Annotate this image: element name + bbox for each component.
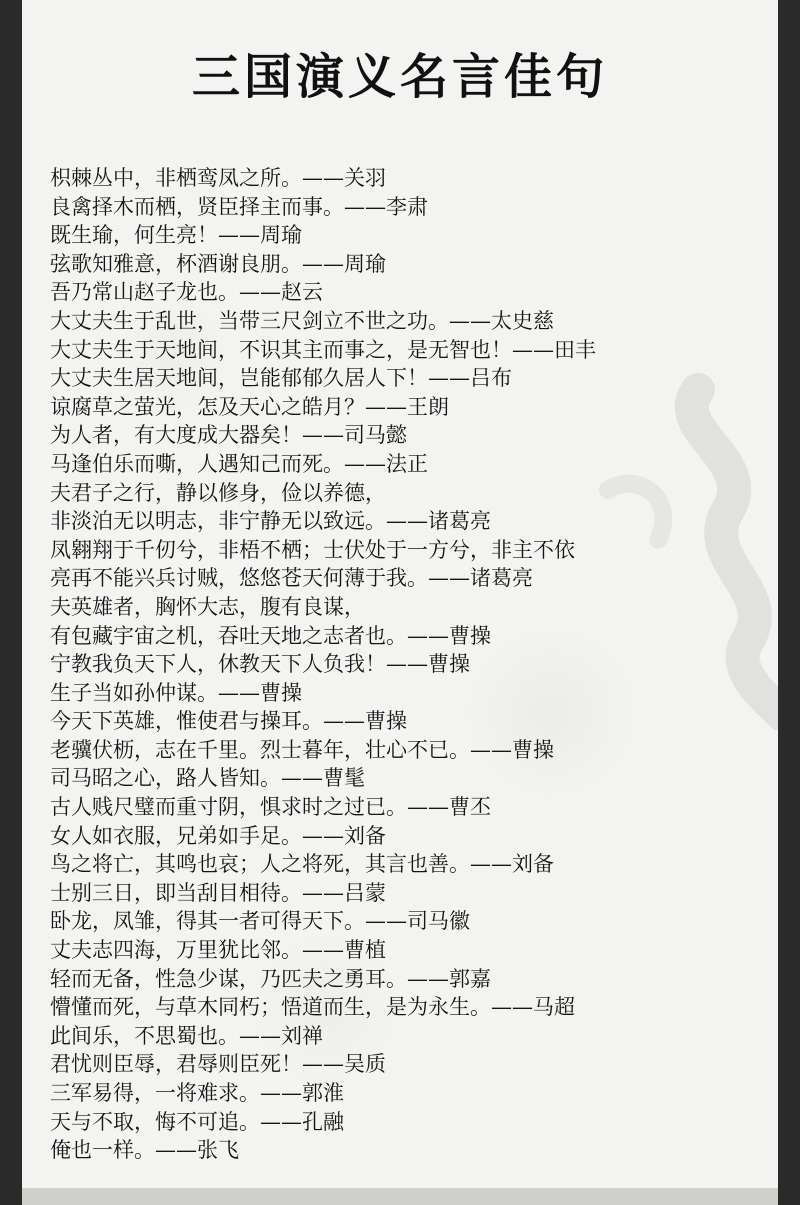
quote-line: 良禽择木而栖，贤臣择主而事。——李肃 [50,194,428,219]
quote-line: 老骥伏枥，志在千里。烈士暮年，壮心不已。——曹操 [50,737,554,762]
quote-line: 古人贱尺璧而重寸阴，惧求时之过已。——曹丕 [50,795,491,820]
document-page [22,0,778,1188]
quote-line: 此间乐，不思蜀也。——刘禅 [50,1023,323,1048]
bottom-edge [22,1188,778,1205]
quote-line: 马逢伯乐而嘶，人遇知己而死。——法正 [50,451,428,476]
quote-line: 既生瑜，何生亮！——周瑜 [50,223,302,248]
quote-line: 弦歌知雅意，杯酒谢良朋。——周瑜 [50,251,386,276]
quote-line: 天与不取，悔不可追。——孔融 [50,1109,344,1134]
page-title: 三国演义名言佳句 [191,49,608,105]
quote-line: 鸟之将亡，其鸣也哀；人之将死，其言也善。——刘备 [50,852,554,877]
quote-line: 君忧则臣辱，君辱则臣死！——吴质 [50,1052,386,1077]
quote-line: 夫英雄者，胸怀大志，腹有良谋， [50,594,365,619]
quote-line: 亮再不能兴兵讨贼，悠悠苍天何薄于我。——诸葛亮 [50,566,533,591]
quote-line: 谅腐草之萤光，怎及天心之皓月？——王朗 [50,394,449,419]
quote-line: 士别三日，即当刮目相待。——吕蒙 [50,880,386,905]
quote-line: 今天下英雄，惟使君与操耳。——曹操 [50,709,407,734]
quote-line: 大丈夫生于乱世，当带三尺剑立不世之功。——太史慈 [50,308,554,333]
quote-list [50,164,770,1165]
quote-line: 非淡泊无以明志，非宁静无以致远。——诸葛亮 [50,509,491,534]
quote-line: 懵懂而死，与草木同朽；悟道而生，是为永生。——马超 [50,995,575,1020]
quote-line: 大丈夫生于天地间，不识其主而事之，是无智也！——田丰 [50,337,596,362]
quote-line: 吾乃常山赵子龙也。——赵云 [50,280,323,305]
quote-line: 大丈夫生居天地间，岂能郁郁久居人下！——吕布 [50,366,512,391]
quote-line: 凤翱翔于千仞兮，非梧不栖；士伏处于一方兮，非主不依 [50,537,575,562]
quote-line: 轻而无备，性急少谋，乃匹夫之勇耳。——郭嘉 [50,966,491,991]
quote-line: 丈夫志四海，万里犹比邻。——曹植 [50,938,386,963]
quote-line: 卧龙，凤雏，得其一者可得天下。——司马徽 [50,909,470,934]
quote-line: 夫君子之行，静以修身，俭以养德， [50,480,386,505]
quote-line: 生子当如孙仲谋。——曹操 [50,680,302,705]
quote-line: 有包藏宇宙之机，吞吐天地之志者也。——曹操 [50,623,491,648]
quote-line: 为人者，有大度成大器矣！——司马懿 [50,423,407,448]
quote-line: 司马昭之心，路人皆知。——曹髦 [50,766,365,791]
quote-line: 宁教我负天下人，休教天下人负我！——曹操 [50,652,470,677]
quote-line: 枳棘丛中，非栖鸾凤之所。——关羽 [50,166,386,190]
quote-line: 俺也一样。——张飞 [50,1138,239,1163]
quote-line: 三军易得，一将难求。——郭淮 [50,1081,344,1105]
quote-line: 女人如衣服，兄弟如手足。——刘备 [50,823,386,848]
